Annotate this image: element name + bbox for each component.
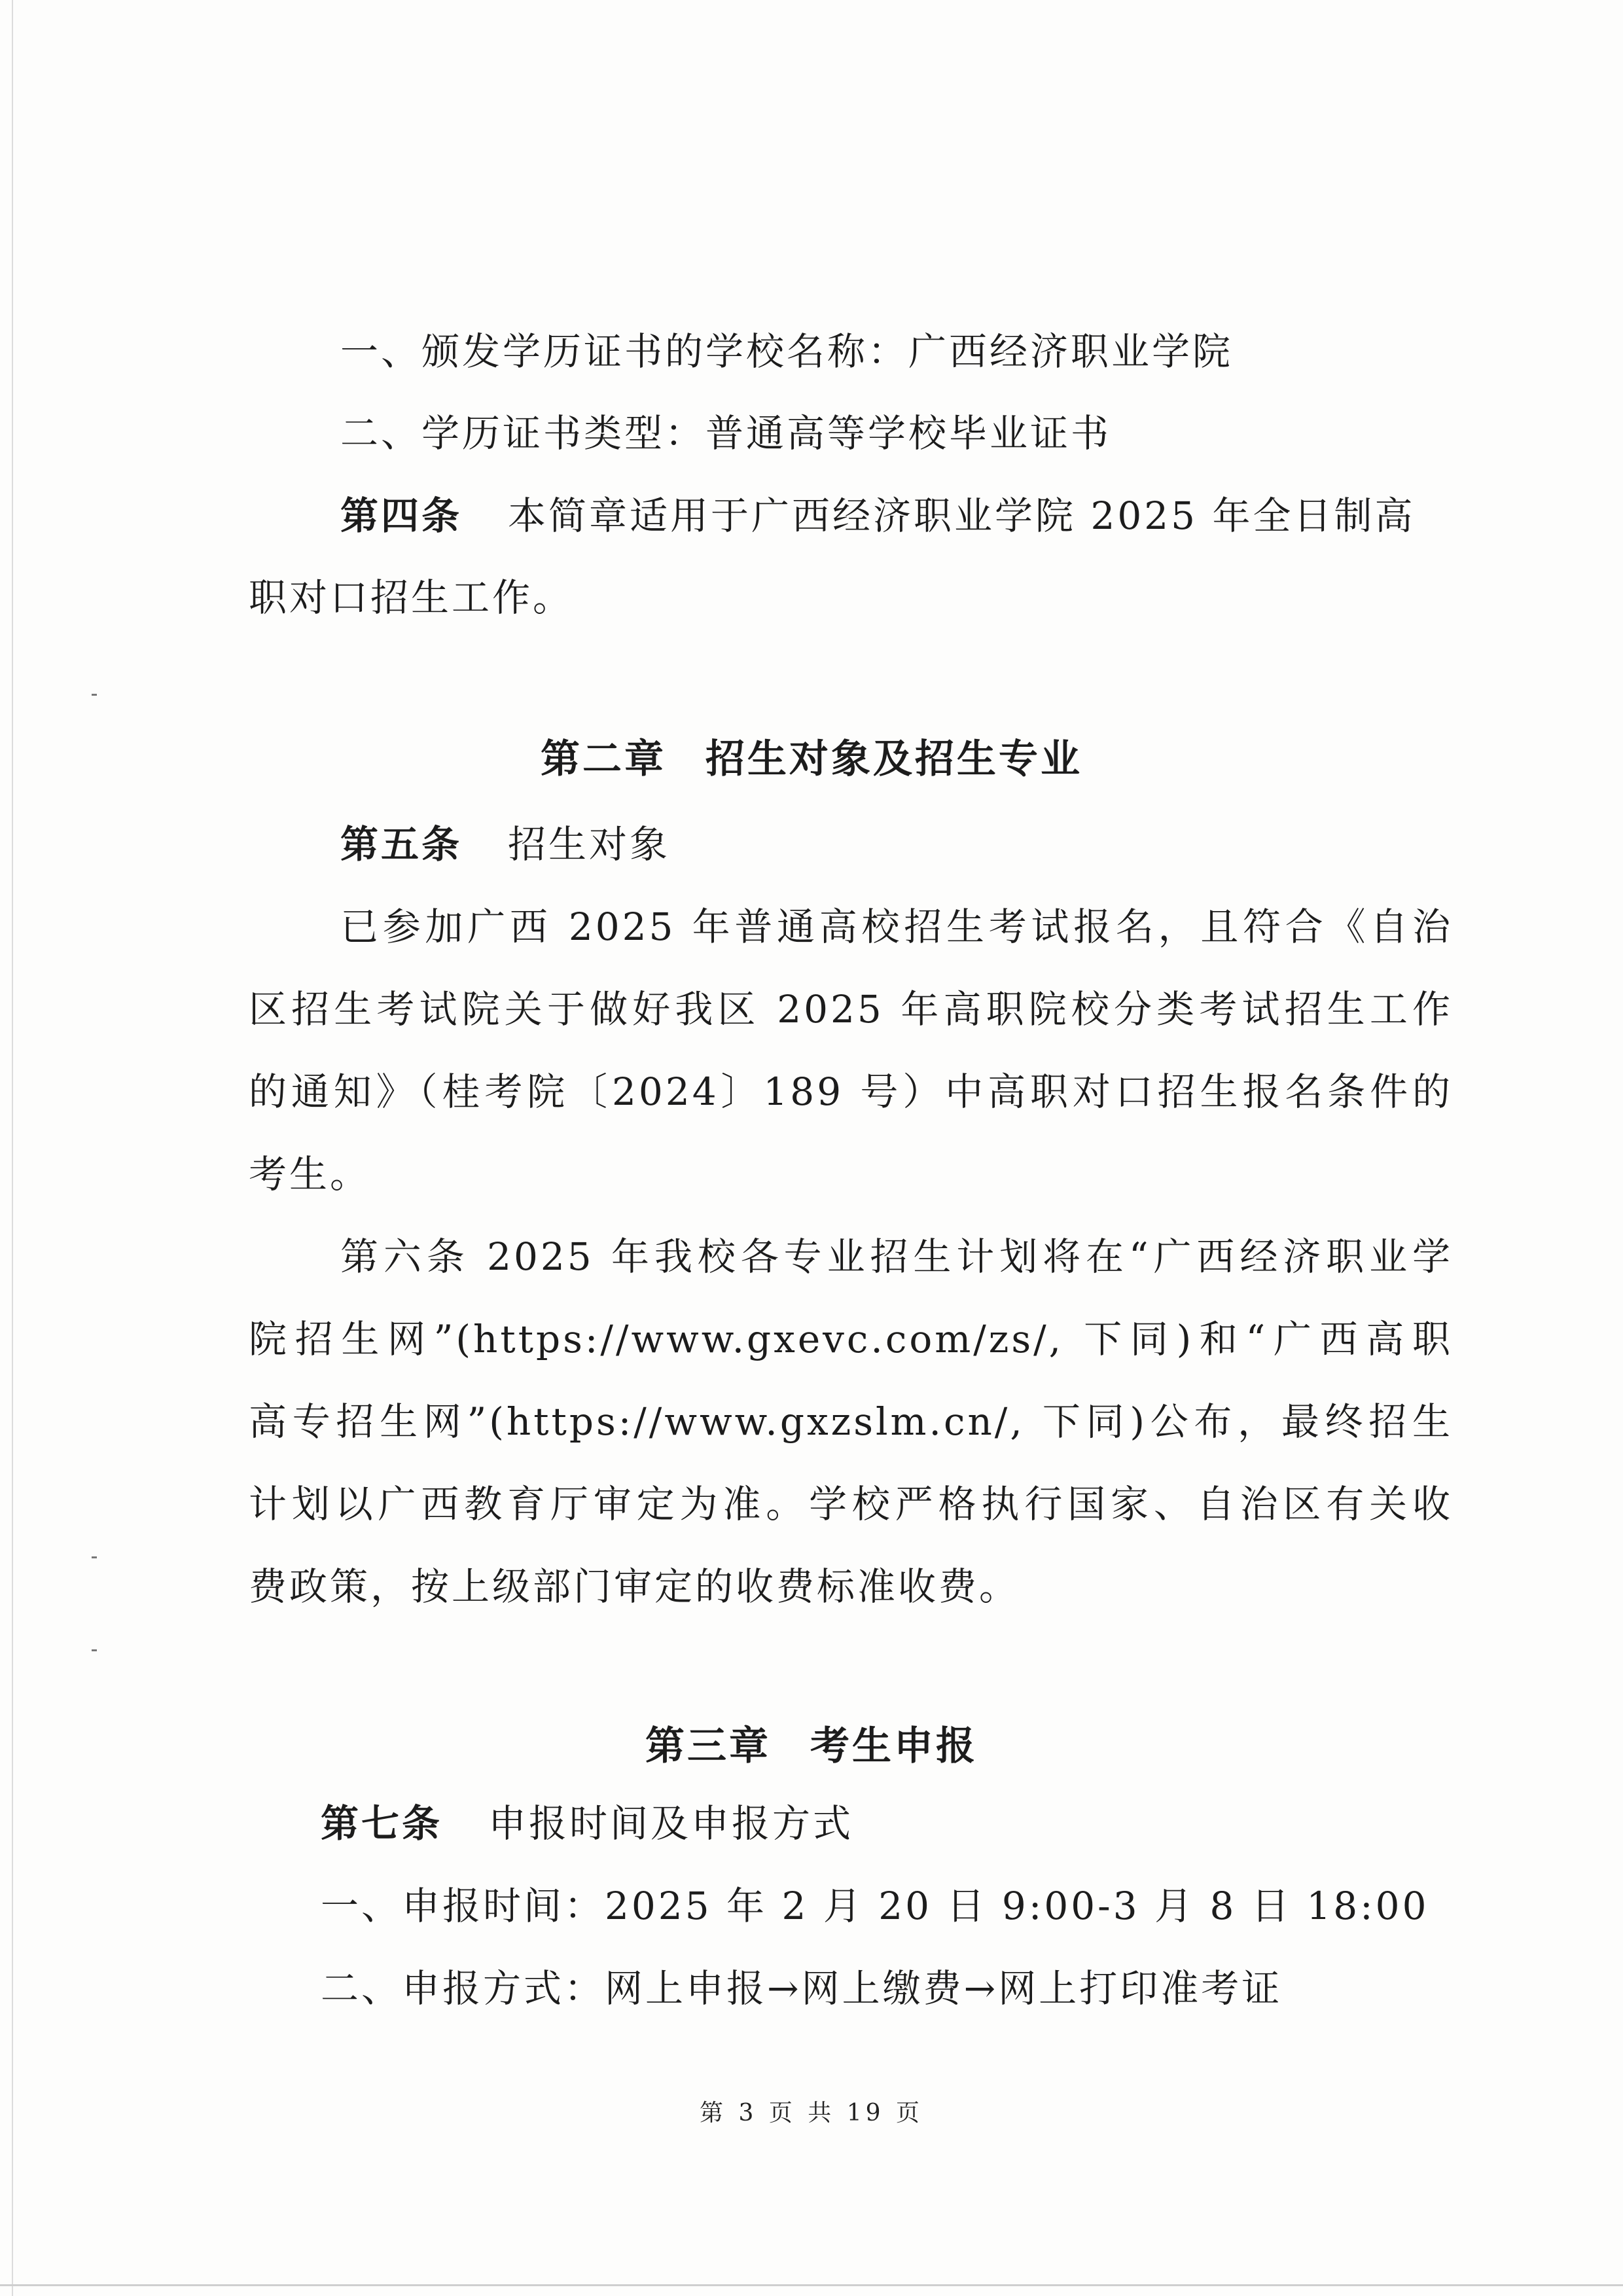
article-4-line-1 — [340, 492, 1416, 539]
article-5-label: 第五条 — [340, 822, 463, 867]
article-5-para-line-2: 区招生考试院关于做好我区 2025 年高职院校分类考试招生工作 — [249, 987, 1453, 1031]
page-number-footer: 第 3 页 共 19 页 — [700, 2100, 923, 2126]
application-method-line: 二、申报方式：网上申报→网上缴费→网上打印准考证 — [321, 1966, 1283, 2011]
article-6-line-1: 第六条 2025 年我校各专业招生计划将在“广西经济职业学 — [340, 1234, 1453, 1279]
application-time-line: 一、申报时间：2025 年 2 月 20 日 9:00-3 月 8 日 18:00 — [321, 1884, 1429, 1928]
chapter-2-label: 第二章 — [541, 736, 666, 782]
article-5-title: 招生对象 — [508, 822, 671, 867]
article-6-line-3: 高专招生网”(https://www.gxzslm.cn/, 下同)公布，最终招生 — [249, 1399, 1453, 1444]
article-7-title: 申报时间及申报方式 — [488, 1801, 854, 1846]
article-4-text: 本简章适用于广西经济职业学院 2025 年全日制高 — [508, 493, 1416, 538]
article-5-para-line-4: 考生。 — [249, 1152, 371, 1196]
chapter-3-label: 第三章 — [645, 1723, 771, 1769]
article-6-line-4: 计划以广西教育厅审定为准。学校严格执行国家、自治区有关收 — [249, 1482, 1453, 1526]
article-4-label: 第四条 — [340, 493, 463, 538]
chapter-2-title: 招生对象及招生专业 — [705, 736, 1082, 782]
article-6-line-2: 院招生网”(https://www.gxevc.com/zs/, 下同)和“广西高职 — [249, 1317, 1453, 1361]
chapter-3-heading — [0, 1723, 1623, 1770]
chapter-2-heading — [0, 736, 1623, 783]
scan-left-edge — [12, 0, 13, 2296]
scan-bottom-edge — [0, 2284, 1623, 2286]
certificate-school-line: 一、颁发学历证书的学校名称：广西经济职业学院 — [340, 329, 1234, 374]
article-6-line-5: 费政策，按上级部门审定的收费标准收费。 — [249, 1564, 1020, 1609]
article-5-heading — [340, 821, 670, 868]
article-5-para-line-1: 已参加广西 2025 年普通高校招生考试报名，且符合《自治 — [340, 905, 1453, 949]
binding-mark — [92, 694, 97, 696]
article-7-label: 第七条 — [321, 1801, 443, 1846]
article-4-line-2: 职对口招生工作。 — [249, 575, 574, 620]
certificate-type-line: 二、学历证书类型：普通高等学校毕业证书 — [340, 411, 1112, 456]
binding-mark — [92, 1556, 97, 1558]
article-7-heading — [321, 1800, 853, 1847]
article-5-para-line-3: 的通知》（桂考院〔2024〕189 号）中高职对口招生报名条件的 — [249, 1069, 1453, 1114]
binding-mark — [92, 1649, 97, 1651]
chapter-3-title: 考生申报 — [810, 1723, 978, 1769]
